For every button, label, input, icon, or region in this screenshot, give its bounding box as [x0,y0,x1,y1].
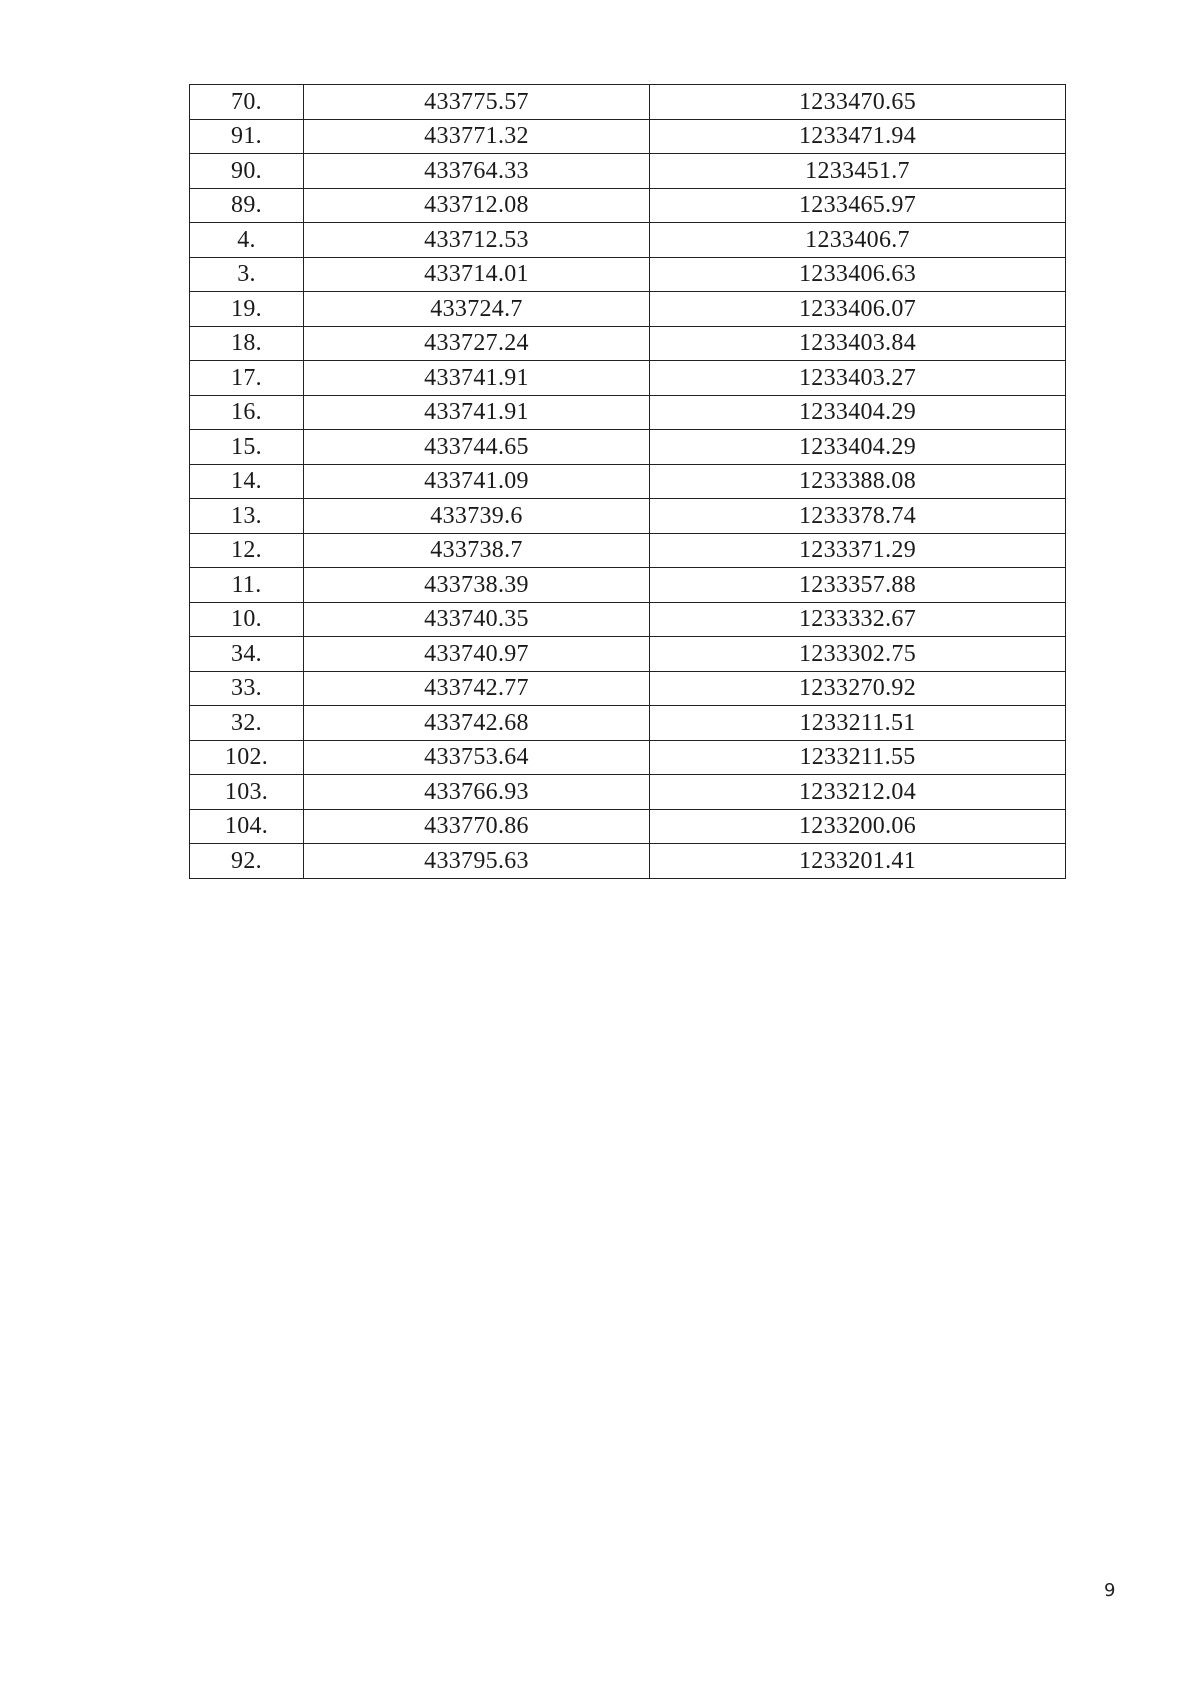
x-coordinate-cell: 433739.6 [304,499,650,534]
point-number-cell: 11. [190,568,304,603]
table-row [190,257,1066,292]
coordinates-table-body [190,85,1066,879]
y-coordinate-cell: 1233406.07 [650,292,1066,327]
table-row [190,395,1066,430]
point-number-cell: 34. [190,637,304,672]
page-number: 9 [1104,1580,1116,1601]
table-row [190,119,1066,154]
point-number-cell: 17. [190,361,304,396]
x-coordinate-cell: 433727.24 [304,326,650,361]
point-number-cell: 102. [190,740,304,775]
point-number-cell: 13. [190,499,304,534]
y-coordinate-cell: 1233302.75 [650,637,1066,672]
y-coordinate-cell: 1233406.7 [650,223,1066,258]
point-number-cell: 92. [190,844,304,879]
x-coordinate-cell: 433795.63 [304,844,650,879]
table-row [190,602,1066,637]
x-coordinate-cell: 433753.64 [304,740,650,775]
table-row [190,464,1066,499]
y-coordinate-cell: 1233201.41 [650,844,1066,879]
y-coordinate-cell: 1233200.06 [650,809,1066,844]
x-coordinate-cell: 433742.77 [304,671,650,706]
y-coordinate-cell: 1233471.94 [650,119,1066,154]
point-number-cell: 91. [190,119,304,154]
y-coordinate-cell: 1233388.08 [650,464,1066,499]
point-number-cell: 33. [190,671,304,706]
y-coordinate-cell: 1233211.51 [650,706,1066,741]
x-coordinate-cell: 433712.08 [304,188,650,223]
y-coordinate-cell: 1233404.29 [650,430,1066,465]
table-row [190,809,1066,844]
table-row [190,292,1066,327]
point-number-cell: 70. [190,85,304,120]
y-coordinate-cell: 1233270.92 [650,671,1066,706]
table-row [190,671,1066,706]
point-number-cell: 10. [190,602,304,637]
point-number-cell: 103. [190,775,304,810]
point-number-cell: 3. [190,257,304,292]
y-coordinate-cell: 1233403.27 [650,361,1066,396]
point-number-cell: 16. [190,395,304,430]
table-row [190,775,1066,810]
point-number-cell: 90. [190,154,304,189]
y-coordinate-cell: 1233470.65 [650,85,1066,120]
table-row [190,223,1066,258]
x-coordinate-cell: 433741.91 [304,361,650,396]
x-coordinate-cell: 433771.32 [304,119,650,154]
table-row [190,499,1066,534]
x-coordinate-cell: 433741.91 [304,395,650,430]
y-coordinate-cell: 1233357.88 [650,568,1066,603]
point-number-cell: 15. [190,430,304,465]
y-coordinate-cell: 1233403.84 [650,326,1066,361]
table-row [190,154,1066,189]
x-coordinate-cell: 433740.97 [304,637,650,672]
table-row [190,188,1066,223]
y-coordinate-cell: 1233404.29 [650,395,1066,430]
y-coordinate-cell: 1233332.67 [650,602,1066,637]
x-coordinate-cell: 433714.01 [304,257,650,292]
x-coordinate-cell: 433742.68 [304,706,650,741]
y-coordinate-cell: 1233211.55 [650,740,1066,775]
point-number-cell: 4. [190,223,304,258]
table-row [190,361,1066,396]
x-coordinate-cell: 433738.39 [304,568,650,603]
table-row [190,637,1066,672]
x-coordinate-cell: 433740.35 [304,602,650,637]
x-coordinate-cell: 433764.33 [304,154,650,189]
point-number-cell: 89. [190,188,304,223]
y-coordinate-cell: 1233465.97 [650,188,1066,223]
x-coordinate-cell: 433766.93 [304,775,650,810]
table-row [190,533,1066,568]
point-number-cell: 32. [190,706,304,741]
table-row [190,430,1066,465]
y-coordinate-cell: 1233406.63 [650,257,1066,292]
coordinates-table [189,84,1066,879]
x-coordinate-cell: 433775.57 [304,85,650,120]
point-number-cell: 19. [190,292,304,327]
point-number-cell: 14. [190,464,304,499]
table-row [190,85,1066,120]
x-coordinate-cell: 433738.7 [304,533,650,568]
table-row [190,844,1066,879]
y-coordinate-cell: 1233212.04 [650,775,1066,810]
table-row [190,326,1066,361]
table-row [190,740,1066,775]
table-row [190,568,1066,603]
x-coordinate-cell: 433770.86 [304,809,650,844]
y-coordinate-cell: 1233378.74 [650,499,1066,534]
x-coordinate-cell: 433724.7 [304,292,650,327]
y-coordinate-cell: 1233371.29 [650,533,1066,568]
y-coordinate-cell: 1233451.7 [650,154,1066,189]
point-number-cell: 12. [190,533,304,568]
x-coordinate-cell: 433744.65 [304,430,650,465]
point-number-cell: 104. [190,809,304,844]
point-number-cell: 18. [190,326,304,361]
x-coordinate-cell: 433741.09 [304,464,650,499]
table-row [190,706,1066,741]
x-coordinate-cell: 433712.53 [304,223,650,258]
